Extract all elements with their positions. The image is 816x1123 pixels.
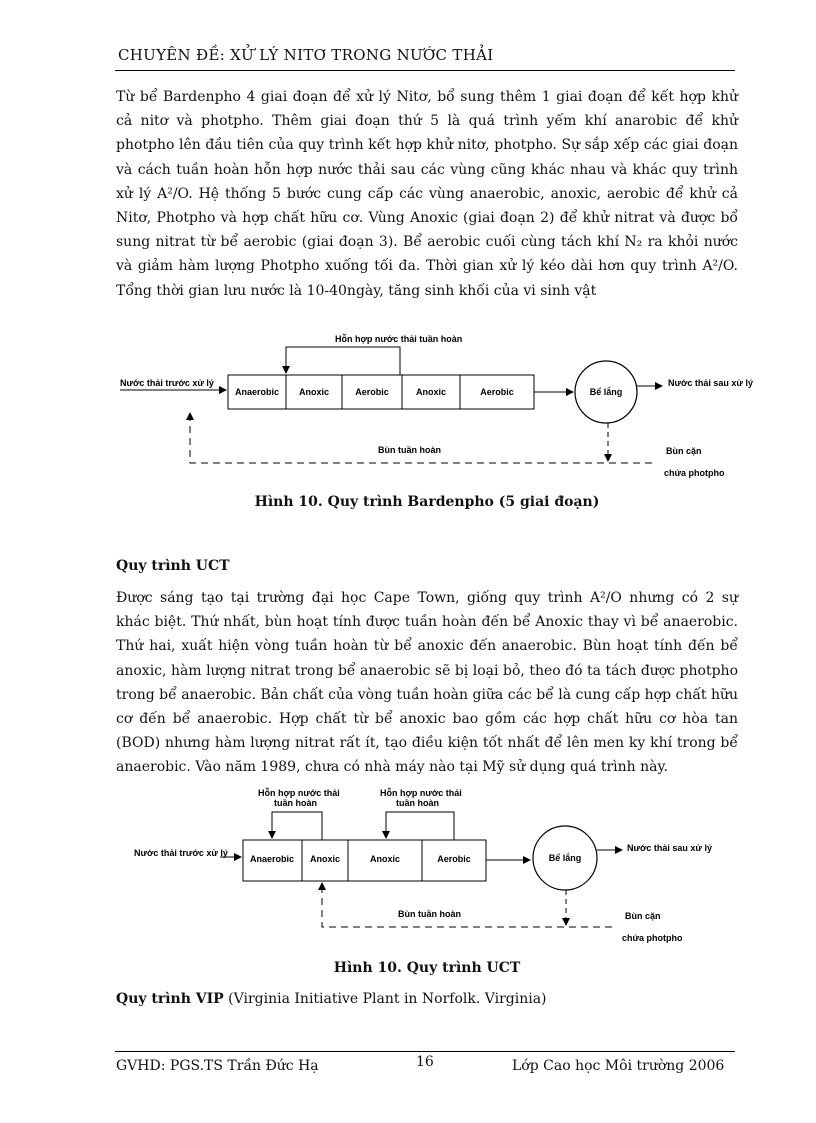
- text-line: và giảm hàm lượng Photpho xuống tối đa. Thời gian xử lý kéo dài hơn quy trình A²/O.: [116, 258, 738, 275]
- text-line: Nitơ, Photpho và hợp chất hữu cơ. Vùng Anoxic (giai đoạn 2) để khử nitrat và được bổ: [116, 210, 738, 227]
- stage-anoxic: Anoxic: [309, 854, 341, 864]
- stage-anaerobic: Anaerobic: [249, 854, 295, 864]
- stage-aerobic: Aerobic: [480, 387, 514, 397]
- inlet-label: Nước thải trước xử lý: [134, 848, 228, 858]
- stage-anoxic: Anoxic: [298, 387, 330, 397]
- internal-recycle-arrow: [286, 347, 400, 375]
- footer-class: Lớp Cao học Môi trường 2006: [512, 1058, 725, 1074]
- waste-sludge-label: chứa photpho: [664, 468, 725, 478]
- text-line: Từ bể Bardenpho 4 giai đoạn để xử lý Nitơ, bổ sung thêm 1 giai đoạn để kết hợp khử: [116, 89, 738, 105]
- paragraph-bardenpho: [116, 85, 738, 303]
- text-line: và cách tuần hoàn hỗn hợp nước thải sau các vùng cũng khác nhau và khác quy trình: [116, 161, 738, 178]
- vip-description: (Virginia Initiative Plant in Norfolk. Virginia): [223, 991, 547, 1007]
- waste-sludge-label: Bùn cặn: [666, 446, 702, 456]
- section-heading-uct: Quy trình UCT: [116, 558, 230, 574]
- page-number: 16: [416, 1054, 434, 1070]
- uct-diagram: [0, 780, 816, 950]
- sludge-recycle-line: [190, 413, 652, 463]
- text-line: cả nitơ và photpho. Thêm giai đoạn thứ 5 là quá trình yếm khí anarobic để khử: [116, 113, 738, 130]
- clarifier-label: Bể lắng: [548, 853, 582, 863]
- text-line: Thứ hai, xuất hiện vòng tuần hoàn từ bể anoxic đến anaerobic. Bùn hoạt tính đến bể: [116, 638, 738, 655]
- text-line: anaerobic. Vào năm 1989, chưa có nhà máy nào tại Mỹ sử dụng quá trình này.: [116, 759, 668, 776]
- text-line: xử lý A²/O. Hệ thống 5 bước cung cấp các vùng anaerobic, anoxic, aerobic để khử cả: [116, 185, 738, 202]
- text-line: anoxic, hàm lượng nitrat trong bể anaerobic sẽ bị loại bỏ, theo đó ta tách được photpho: [116, 662, 738, 679]
- waste-sludge-label: Bùn cặn: [625, 911, 661, 921]
- anoxic-to-anaerobic-recycle-arrow: [272, 812, 322, 840]
- sludge-recycle-label: Bùn tuần hoàn: [378, 445, 441, 455]
- recycle-label: tuần hoàn: [396, 798, 439, 808]
- outlet-label: Nước thải sau xử lý: [627, 843, 712, 853]
- mixed-liquor-recycle-label: Hỗn hợp nước thải tuần hoàn: [335, 334, 463, 344]
- figure-caption: Hình 10. Quy trình UCT: [333, 960, 521, 976]
- recycle-label: Hỗn hợp nước thải: [380, 788, 462, 798]
- footer-advisor: GVHD: PGS.TS Trần Đức Hạ: [116, 1058, 319, 1074]
- text-line: photpho lên đầu tiên của quy trình kết hợp khử nitơ, photpho. Sự sắp xếp các giai đoạn: [116, 137, 738, 154]
- bardenpho-diagram: [0, 325, 816, 485]
- page-header-title: CHUYÊN ĐỀ: XỬ LÝ NITƠ TRONG NƯỚC THẢI: [118, 46, 494, 64]
- outlet-label: Nước thải sau xử lý: [668, 378, 753, 388]
- stage-aerobic: Aerobic: [355, 387, 389, 397]
- figure-caption: Hình 10. Quy trình Bardenpho (5 giai đoạn): [254, 494, 600, 510]
- footer-divider: [115, 1051, 735, 1052]
- text-line: sung nitrat từ bể aerobic (giai đoạn 3). Bể aerobic cuối cùng tách khí N₂ ra khỏi nước: [116, 234, 738, 251]
- inlet-label: Nước thải trước xử lý: [120, 378, 214, 388]
- text-line: khác biệt. Thứ nhất, bùn hoạt tính được tuần hoàn đến bể Anoxic thay vì bể anaerobic.: [116, 614, 738, 631]
- stage-anoxic: Anoxic: [369, 854, 401, 864]
- vip-heading: Quy trình VIP: [116, 991, 224, 1007]
- vip-line: [116, 991, 547, 1007]
- recycle-label: Hỗn hợp nước thải: [258, 788, 340, 798]
- header-divider: [115, 70, 735, 71]
- stage-anoxic: Anoxic: [415, 387, 447, 397]
- sludge-recycle-label: Bùn tuần hoàn: [398, 909, 461, 919]
- text-line: Tổng thời gian lưu nước là 10-40ngày, tăng sinh khối của vi sinh vật: [116, 282, 597, 299]
- clarifier-label: Bể lắng: [589, 387, 623, 397]
- text-line: (BOD) nhưng hàm lượng nitrat rất ít, tạo điều kiện tốt nhất để lên men ky khí trong bể: [116, 735, 738, 752]
- stage-aerobic: Aerobic: [437, 854, 471, 864]
- text-line: Được sáng tạo tại trường đại học Cape Town, giống quy trình A²/O nhưng có 2 sự: [116, 590, 738, 606]
- stage-anaerobic: Anaerobic: [234, 387, 280, 397]
- waste-sludge-label: chứa photpho: [622, 933, 683, 943]
- text-line: cơ đến bể anaerobic. Hợp chất từ bể anoxic bao gồm các hợp chất hữu cơ hòa tan: [116, 711, 738, 728]
- recycle-label: tuần hoàn: [274, 798, 317, 808]
- text-line: trong bể anaerobic. Bản chất của vòng tuần hoàn giữa các bể là cung cấp hợp chất hữu: [116, 686, 739, 703]
- aerobic-to-anoxic-recycle-arrow: [386, 812, 454, 840]
- paragraph-uct: [116, 586, 738, 780]
